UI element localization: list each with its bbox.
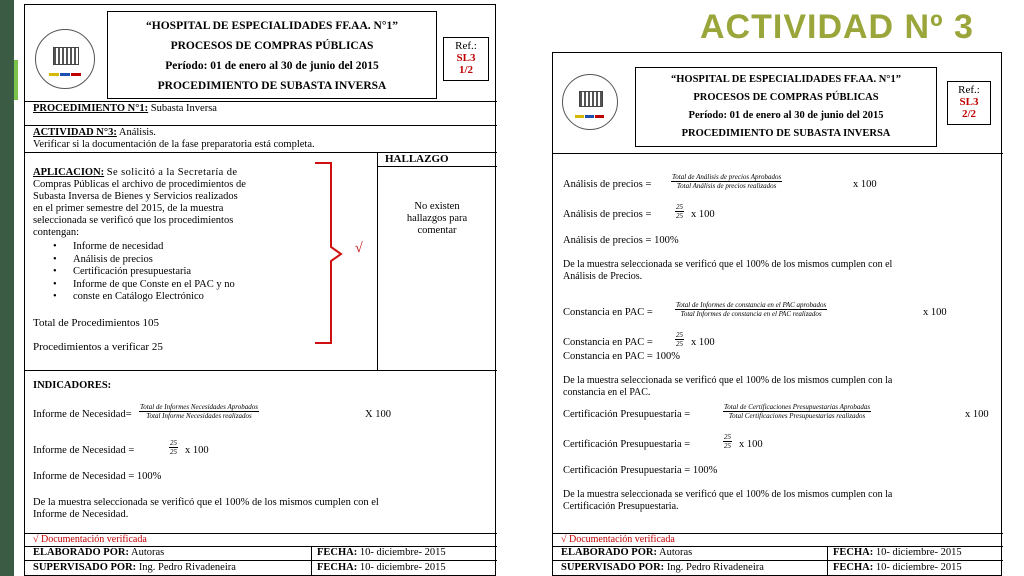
working-paper-page-2: “HOSPITAL DE ESPECIALIDADES FF.AA. N°1” PROCESOS DE COMPRAS PÚBLICAS Período: 01 de enero al 30 de junio del 2015 PROCEDIMIENTO DE SUBASTA INVERSA Ref.: SL3 2/2 Análisis de precios = Total de Análisis de precios Aprobados Total Análisis de precios realizados x 100 Análisis de precios = $\frac{25}{25}$ x 100 Análisis de precios = 100% De la muestra seleccionada se verificó que el 100% de los mismos cumplen con el Análisis de Precios. Constancia en PAC = Total de Informes de constancia en el PAC aprobados Total Informes de constancia en el PAC realizados x 100 Constancia en PAC = $\frac{25}{25}$ x 100 Constancia en PAC = 100% De la muestra seleccionada se verificó que el 100% de los mismos cumplen con la constancia en el PAC. Certificación Presupuestaria = Total de Certificaciones Presupuestarias Aprobadas Total Certificaciones Presupuestarias realizados x 100 Certificación Presupuestaria = $\frac{25}{25}$ x 100 Certificación Presupuestaria = 100% De la muestra seleccionada se verificó que el 100% de los mismos cumplen con la Certificación Presupuestaria. √ Documentación verificada ELABORADO POR: Autoras FECHA: 10- diciembre- 2015 SUPERVISADO POR: Ing. Pedro Rivadeneira FECHA: 10- diciembre- 2015: [552, 52, 1002, 576]
supervised-by: SUPERVISADO POR: Ing. Pedro Rivadeneira: [33, 562, 236, 573]
header-procedure: PROCEDIMIENTO DE SUBASTA INVERSA: [157, 80, 387, 92]
reference-box: Ref.: SL3 2/2: [947, 81, 991, 125]
analysis-conclusion-2: Análisis de Precios.: [563, 271, 643, 282]
analysis-fraction-1: Total de Análisis de precios Aprobados Total Análisis de precios realizados: [672, 173, 782, 190]
analysis-formula-1: Análisis de precios =: [563, 179, 652, 190]
indicator-result: Informe de Necesidad = 100%: [33, 471, 162, 482]
checklist-item: • Informe de necesidad: [33, 241, 235, 254]
elaborated-by: ELABORADO POR: Autoras: [561, 547, 693, 558]
aplicacion-line-5: seleccionada se verificó que los procedimientos: [33, 215, 234, 226]
indicator-fraction-2: $\frac{25}{25}$: [170, 439, 177, 456]
check-mark: √: [355, 241, 363, 256]
analysis-result: Análisis de precios = 100%: [563, 235, 679, 246]
procedures-to-verify: Procedimientos a verificar 25: [33, 341, 163, 353]
activity-line: ACTIVIDAD N°3: Análisis.: [33, 127, 156, 138]
analysis-formula-2: Análisis de precios =: [563, 209, 652, 220]
supervised-by: SUPERVISADO POR: Ing. Pedro Rivadeneira: [561, 562, 764, 573]
date-line-2: FECHA: 10- diciembre- 2015: [317, 562, 446, 573]
reference-box: [443, 37, 489, 81]
header-period: Período: 01 de enero al 30 de junio del 2015: [165, 60, 379, 72]
analysis-conclusion-1: De la muestra seleccionada se verificó que el 100% de los mismos cumplen con el: [563, 259, 893, 270]
hospital-logo: [29, 23, 101, 95]
date-line: FECHA: 10- diciembre- 2015: [833, 547, 962, 558]
indicators-heading: INDICADORES:: [33, 380, 112, 391]
aplicacion-line-3: Subasta Inversa de Bienes y Servicios realizados: [33, 191, 238, 202]
pac-conclusion-1: De la muestra seleccionada se verificó que el 100% de los mismos cumplen con la: [563, 375, 893, 386]
date-line: FECHA: 10- diciembre- 2015: [317, 547, 446, 558]
elaborated-by: ELABORADO POR: Autoras: [33, 547, 165, 558]
left-accent-marker: [14, 60, 18, 100]
checklist-item-continued: • conste en Catálogo Electrónico: [33, 291, 235, 304]
document-header: “HOSPITAL DE ESPECIALIDADES FF.AA. N°1” PROCESOS DE COMPRAS PÚBLICAS Período: 01 de enero al 30 de junio del 2015 PROCEDIMIENTO DE SUBASTA INVERSA: [635, 67, 937, 147]
budget-formula-1: Certificación Presupuestaria =: [563, 409, 691, 420]
left-accent-bar: [0, 0, 14, 576]
budget-conclusion-2: Certificación Presupuestaria.: [563, 501, 679, 512]
analysis-fraction-2: $\frac{25}{25}$: [676, 203, 683, 220]
pac-formula-2: Constancia en PAC =: [563, 337, 653, 348]
indicator-fraction-1: Total de Informes Necesidades Aprobados Total Informe Necesidades realizados: [140, 403, 258, 420]
header-process: PROCESOS DE COMPRAS PÚBLICAS: [170, 40, 374, 52]
indicator-formula-1: Informe de Necesidad=: [33, 409, 132, 420]
budget-formula-2: Certificación Presupuestaria =: [563, 439, 691, 450]
ref-code: SL3: [456, 52, 476, 64]
header-hospital: “HOSPITAL DE ESPECIALIDADES FF.AA. N°1”: [146, 20, 398, 32]
hallazgo-text: No existen hallazgos para comentar: [406, 201, 468, 236]
conclusion-line-2: Informe de Necesidad.: [33, 509, 129, 520]
pac-fraction-2: $\frac{25}{25}$: [676, 331, 683, 348]
checklist-item: • Informe de que Conste en el PAC y no: [33, 279, 235, 292]
documentation-verified-note: √ Documentación verificada: [33, 534, 147, 545]
total-procedures: Total de Procedimientos 105: [33, 317, 160, 329]
budget-fraction-2: $\frac{25}{25}$: [724, 433, 731, 450]
ref-page: 1/2: [458, 64, 474, 76]
working-paper-page-1: “HOSPITAL DE ESPECIALIDADES FF.AA. N°1” PROCESOS DE COMPRAS PÚBLICAS Período: 01 de enero al 30 de junio del 2015 PROCEDIMIENTO DE SUBASTA INVERSA Ref.: SL3 1/2 PROCEDIMIENTO N°1: Subasta Inversa ACTIVIDAD N°3: Análisis. Verificar si la documentación de la fase preparatoria está completa. HALLAZGO APLICACION: Se solicitó a la Secretaría de Compras Públicas el archivo de procedimientos de Subasta Inversa de Bienes y Servicios realizados en el primer semestre del 2015, de la muestra seleccionada se verificó que los procedimientos contengan: • Informe de necesidad • Análisis de precios • Certificación presupuestaria • Informe de que Conste en el PAC y no • conste en Catálogo Electrónico Total de Procedimientos 105 Procedimientos a verificar 25 √ No existen hallazgos para comentar INDICADORES: Informe de Necesidad= Total de Informes Necesidades Aprobados Total Informe Necesidades realizados X 100 Informe de Necesidad = $\frac{25}{25}$ x 100 Informe de Necesidad = 100% De la muestra seleccionada se verificó que el 100% de los mismos cumplen con el Informe de Necesidad. √ Documentación verificada ELABORADO POR: Autoras FECHA: 10- diciembre- 2015 SUPERVISADO POR: Ing. Pedro Rivadeneira FECHA: 10- diciembre- 2015: [24, 4, 496, 576]
aplicacion-line-6: contengan:: [33, 227, 80, 238]
checklist-item: • Análisis de precios: [33, 254, 235, 267]
aplicacion-line-1: APLICACION: Se solicitó a la Secretaría de: [33, 167, 238, 178]
document-header: [107, 11, 437, 99]
budget-conclusion-1: De la muestra seleccionada se verificó que el 100% de los mismos cumplen con la: [563, 489, 893, 500]
indicator-formula-2: Informe de Necesidad =: [33, 445, 135, 456]
pac-conclusion-2: constancia en el PAC.: [563, 387, 651, 398]
documentation-verified-note: √ Documentación verificada: [561, 534, 675, 545]
document-checklist: [33, 241, 235, 304]
procedure-line: PROCEDIMIENTO N°1: Subasta Inversa: [33, 103, 217, 114]
date-line-2: FECHA: 10- diciembre- 2015: [833, 562, 962, 573]
pac-formula-1: Constancia en PAC =: [563, 307, 653, 318]
checklist-item: • Certificación presupuestaria: [33, 266, 235, 279]
red-bracket-mark: [311, 159, 347, 349]
hallazgo-header: HALLAZGO: [385, 153, 449, 165]
aplicacion-line-4: en el primer semestre del 2015, de la muestra: [33, 203, 224, 214]
pac-result: Constancia en PAC = 100%: [563, 351, 680, 362]
pac-fraction-1: Total de Informes de constancia en el PAC aprobados Total Informes de constancia en el PAC realizados: [676, 301, 827, 318]
budget-fraction-1: Total de Certificaciones Presupuestarias Aprobadas Total Certificaciones Presupuestarias realizados: [724, 403, 871, 420]
conclusion-line-1: De la muestra seleccionada se verificó que el 100% de los mismos cumplen con el: [33, 497, 379, 508]
slide-title: ACTIVIDAD Nº 3: [700, 8, 974, 46]
hospital-logo: [557, 69, 623, 135]
budget-result: Certificación Presupuestaria = 100%: [563, 465, 718, 476]
verify-instruction: Verificar si la documentación de la fase preparatoria está completa.: [33, 139, 315, 150]
ref-label: Ref.:: [455, 40, 477, 52]
aplicacion-line-2: Compras Públicas el archivo de procedimientos de: [33, 179, 246, 190]
